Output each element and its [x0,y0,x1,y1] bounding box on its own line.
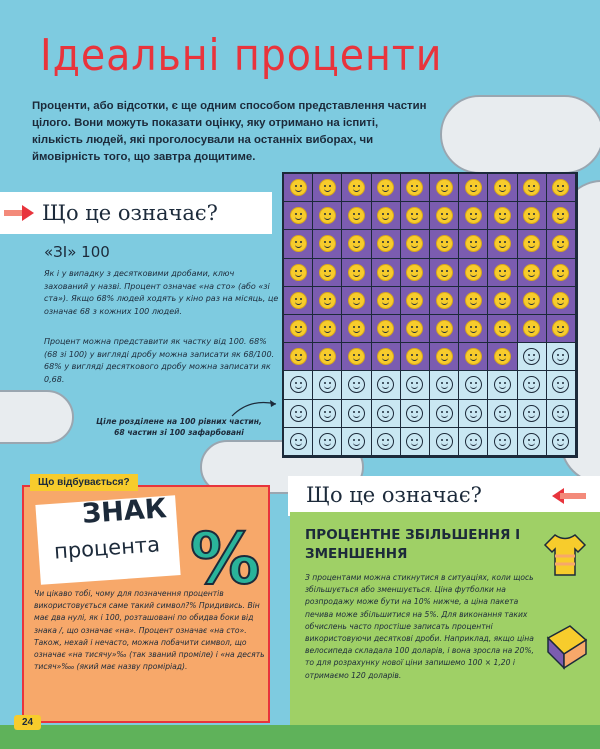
smiley-icon [465,348,482,365]
grid-cell [547,343,576,371]
smiley-icon [319,348,336,365]
grid-cell [313,400,342,428]
smiley-icon [377,264,394,281]
smiley-icon [436,264,453,281]
sign-title-line1: ЗНАК [81,493,168,530]
grid-cell [459,259,488,287]
smiley-icon [319,376,336,393]
smiley-icon [465,264,482,281]
smiley-icon [406,405,423,422]
smiley-icon [552,348,569,365]
section2-tag: Що відбувається? [30,474,138,491]
smiley-icon [494,433,511,450]
grid-cell [313,202,342,230]
smiley-icon [523,376,540,393]
smiley-icon [406,235,423,252]
smiley-icon [436,433,453,450]
smiley-icon [552,405,569,422]
grid-cell [342,287,371,315]
grid-cell [547,371,576,399]
grid-cell [459,202,488,230]
grid-cell [284,400,313,428]
grid-cell [284,428,313,456]
smiley-icon [552,264,569,281]
smiley-icon [523,292,540,309]
grid-cell [430,371,459,399]
grid-cell [518,287,547,315]
grid-cell [342,230,371,258]
smiley-icon [348,179,365,196]
smiley-icon [523,433,540,450]
grid-cell [518,428,547,456]
grid-cell [547,174,576,202]
grid-cell [284,287,313,315]
smiley-icon [494,320,511,337]
grid-cell [459,343,488,371]
arrow-left-icon [552,488,586,504]
smiley-icon [465,376,482,393]
sign-body: Чи цікаво тобі, чому для позначення процентів використовується саме такий символ?% Придивись. Він має два нулі, як і 100, розташовані по обидва боки від знака /, що означає «на». Процент означає «на сто». Також, нехай і нечасто, можна побачити символ, що означає «на тисячу»‰ (так званий проміле) і «на десять тисяч»‱ (який має назву проміріад). [34,589,265,672]
cloud-left [0,390,74,444]
smiley-icon [348,235,365,252]
smiley-icon [290,207,307,224]
smiley-icon [494,179,511,196]
smiley-icon [377,292,394,309]
grid-cell [313,174,342,202]
grid-cell [401,343,430,371]
smiley-icon [406,348,423,365]
grid-cell [488,371,517,399]
grid-cell [430,315,459,343]
smiley-icon [436,292,453,309]
smiley-icon [319,179,336,196]
smiley-icon [290,405,307,422]
grid-cell [284,202,313,230]
smiley-icon [377,376,394,393]
grid-cell [342,315,371,343]
smiley-icon [377,320,394,337]
grid-cell [459,400,488,428]
smiley-icon [552,320,569,337]
grid-cell [547,287,576,315]
cloud-top-right [440,95,600,174]
grid-cell [518,315,547,343]
smiley-icon [494,348,511,365]
smiley-icon [319,320,336,337]
smiley-icon [406,179,423,196]
grid-cell [284,371,313,399]
smiley-icon [348,320,365,337]
grid-cell [430,428,459,456]
grid-cell [488,428,517,456]
smiley-icon [348,207,365,224]
grid-cell [342,174,371,202]
smiley-icon [377,348,394,365]
smiley-icon [377,405,394,422]
smiley-icon [348,348,365,365]
grid-cell [284,259,313,287]
grid-cell [313,287,342,315]
page-title: Ідеальні проценти [40,30,443,81]
smiley-icon [436,405,453,422]
grid-cell [342,202,371,230]
smiley-icon [552,179,569,196]
smiley-icon [523,264,540,281]
smiley-icon [523,405,540,422]
grid-cell [459,287,488,315]
grid-cell [547,400,576,428]
grid-cell [430,174,459,202]
smiley-icon [290,235,307,252]
grid-cell [488,315,517,343]
grid-cell [459,315,488,343]
smiley-icon [377,207,394,224]
smiley-icon [494,405,511,422]
grid-cell [547,259,576,287]
grid-cell [401,428,430,456]
intro-text: Проценти, або відсотки, є ще одним способом представлення частин цілого. Вони можуть показати оцінку, яку отримано на іспиті, кількість людей, які проголосували на останніх виборах, чи ймовірність того, що завтра дощитиме. [32,100,427,163]
section3-body: З процентами можна стикнутися в ситуаціях, коли щось збільшується або зменшується. Ціна футболки на розпродажу може бути на 10% нижче, а ціна пакета печива може збільшитися на 5%. Для виконання таких обчислень часто простіше записать процентні використовуючи десяткові дроби. Наприклад, якщо ціна велосипеда складала 100 доларів, і вона зросла на 20%, то для розрахунку нової ціни запишемо 100 × 1,20 і отримаємо 120 доларів. [305,573,534,680]
grid-cell [401,259,430,287]
smiley-icon [552,376,569,393]
smiley-icon [494,235,511,252]
smiley-icon [465,179,482,196]
grid-cell [372,287,401,315]
grid-cell [372,315,401,343]
grid-cell [518,259,547,287]
grass-strip [0,725,600,749]
smiley-icon [523,348,540,365]
grid-cell [518,174,547,202]
smiley-icon [494,292,511,309]
smiley-icon [406,207,423,224]
grid-cell [313,343,342,371]
grid-cell [401,315,430,343]
grid-cell [284,343,313,371]
smiley-icon [319,207,336,224]
smiley-icon [552,235,569,252]
grid-cell [488,202,517,230]
smiley-icon [290,292,307,309]
grid-cell [547,230,576,258]
grid-cell [401,400,430,428]
grid-cell [401,371,430,399]
smiley-icon [523,179,540,196]
smiley-icon [348,405,365,422]
percent-symbol: % [190,518,261,600]
section1-paragraph2: Процент можна представити як частку від 100. 68% (68 зі 100) у вигляді дробу можна записати як 68/100. 68% у вигляді десяткового дробу можна записати як 0,68. [44,337,275,384]
grid-cell [342,343,371,371]
grid-cell [372,400,401,428]
smiley-icon [494,264,511,281]
grid-cell [488,287,517,315]
grid-cell [488,174,517,202]
grid-cell [488,343,517,371]
grid-cell [313,428,342,456]
grid-cell [547,428,576,456]
smiley-icon [377,179,394,196]
grid-cell [518,400,547,428]
smiley-icon [406,433,423,450]
grid-cell [430,202,459,230]
grid-cell [372,202,401,230]
smiley-icon [290,320,307,337]
smiley-icon [436,179,453,196]
grid-cell [459,371,488,399]
grid-cell [430,343,459,371]
tshirt-icon [540,530,590,580]
grid-cell [342,400,371,428]
grid-cell [342,428,371,456]
smiley-icon [290,376,307,393]
section1-paragraph1: Як і у випадку з десятковими дробами, ключ захований у назві. Процент означає «на сто» (або «зі ста»). Якщо 68% людей ходять у кіно раз на місяць, це означає 68 з кожних 100 людей. [44,269,279,316]
smiley-icon [523,235,540,252]
grid-cell [430,259,459,287]
grid-cell [459,230,488,258]
grid-cell [342,371,371,399]
grid-cell [401,287,430,315]
smiley-icon [552,207,569,224]
grid-cell [372,230,401,258]
smiley-icon [465,207,482,224]
smiley-icon [436,320,453,337]
smiley-icon [465,235,482,252]
smiley-icon [377,235,394,252]
smiley-icon [348,292,365,309]
smiley-icon [494,376,511,393]
grid-cell [488,259,517,287]
smiley-icon [319,405,336,422]
arrow-right-icon [4,205,34,221]
grid-cell [342,259,371,287]
grid-cell [401,174,430,202]
smiley-icon [290,179,307,196]
grid-cell [401,230,430,258]
smiley-icon [465,320,482,337]
grid-cell [488,230,517,258]
grid-cell [547,202,576,230]
smiley-icon [319,292,336,309]
grid-cell [372,259,401,287]
smiley-icon [406,320,423,337]
box-icon [540,620,592,672]
grid-cell [459,428,488,456]
smiley-icon [290,433,307,450]
smiley-icon [406,376,423,393]
smiley-icon [319,264,336,281]
smiley-icon [348,264,365,281]
section1-heading: Що це означає? [42,201,218,225]
grid-cell [430,400,459,428]
section3-subheading: ПРОЦЕНТНЕ ЗБІЛЬШЕННЯ І ЗМЕНШЕННЯ [305,527,521,562]
smiley-icon [290,348,307,365]
smiley-icon [406,264,423,281]
grid-cell [430,230,459,258]
smiley-icon [552,292,569,309]
grid-cell [401,202,430,230]
grid-caption: Ціле розділене на 100 рівних частин, 68 частин зі 100 зафарбовані [96,417,262,437]
grid-cell [284,174,313,202]
section3-heading: Що це означає? [306,483,482,507]
smiley-icon [552,433,569,450]
smiley-icon [319,235,336,252]
grid-cell [313,230,342,258]
grid-cell [488,400,517,428]
grid-cell [430,287,459,315]
grid-cell [459,174,488,202]
grid-cell [372,174,401,202]
smiley-icon [319,433,336,450]
smiley-icon [523,207,540,224]
grid-cell [372,428,401,456]
smiley-icon [465,433,482,450]
grid-cell [284,315,313,343]
smiley-icon [377,433,394,450]
smiley-icon [436,376,453,393]
grid-cell [518,202,547,230]
smiley-icon [406,292,423,309]
hundred-grid [282,172,578,458]
smiley-icon [290,264,307,281]
smiley-icon [436,235,453,252]
smiley-icon [494,207,511,224]
grid-cell [372,371,401,399]
grid-cell [313,371,342,399]
smiley-icon [436,348,453,365]
grid-cell [284,230,313,258]
grid-cell [372,343,401,371]
grid-cell [313,315,342,343]
smiley-icon [523,320,540,337]
smiley-icon [465,292,482,309]
grid-cell [518,371,547,399]
grid-cell [518,343,547,371]
smiley-icon [348,376,365,393]
grid-cell [313,259,342,287]
smiley-icon [348,433,365,450]
sign-title-line2: процента [53,532,161,564]
section1-subheading: «ЗІ» 100 [44,243,110,261]
page-number: 24 [14,715,41,730]
grid-cell [518,230,547,258]
grid-cell [547,315,576,343]
smiley-icon [436,207,453,224]
smiley-icon [465,405,482,422]
